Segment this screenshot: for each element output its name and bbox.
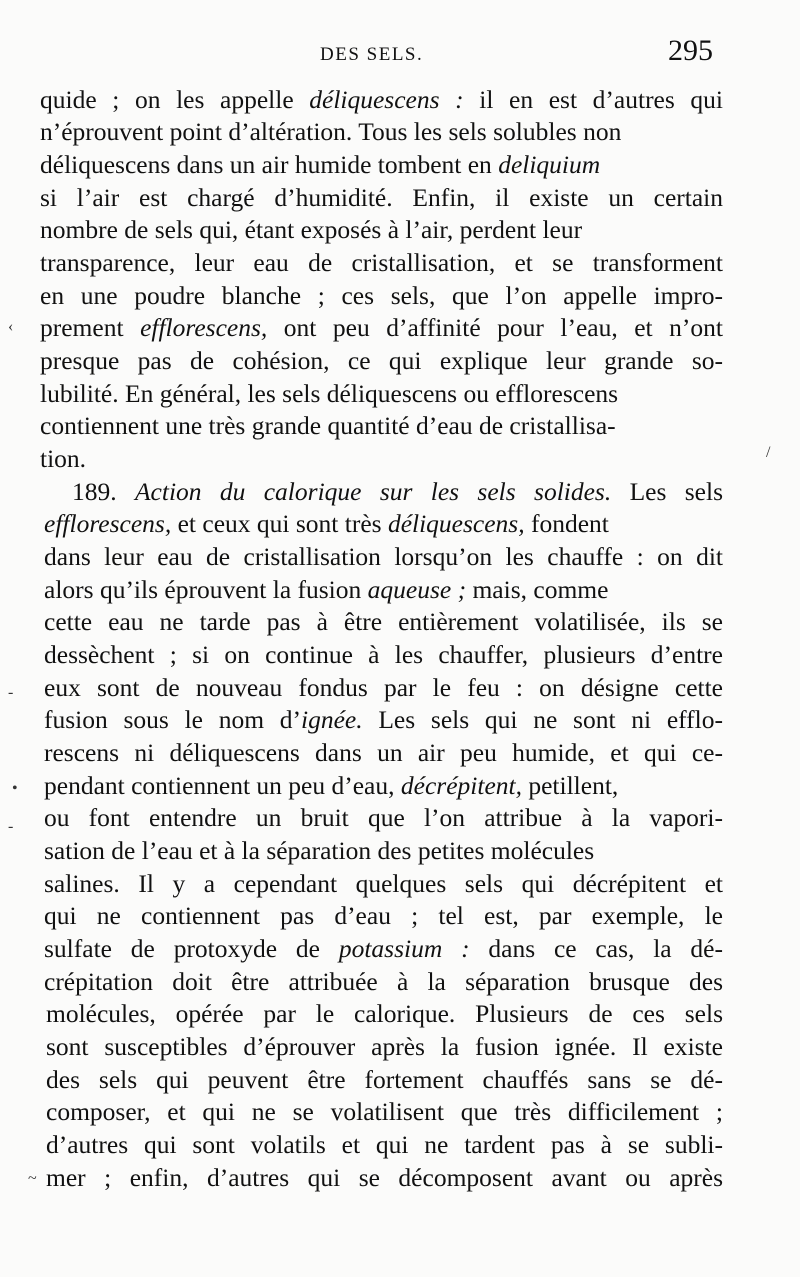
- margin-mark: •: [12, 780, 18, 797]
- margin-mark: ‹: [8, 318, 14, 335]
- text-run: alors qu’ils éprouvent la fusion: [44, 575, 368, 604]
- text-run: et ceux qui sont très: [171, 509, 388, 538]
- text-line-content: [40, 410, 616, 442]
- text-line-content: [44, 966, 723, 998]
- text-run: si l’air est chargé d’humidité. Enfin, il existe un certain: [40, 183, 723, 212]
- text-line: [44, 704, 800, 736]
- text-run: fusion sous le nom d’: [44, 705, 302, 734]
- text-run: n’éprouvent point d’altération. Tous les sels solubles non: [40, 117, 622, 146]
- text-run: petillent,: [521, 771, 619, 800]
- text-line: [40, 84, 800, 116]
- text-line-content: [44, 574, 608, 606]
- text-line: [46, 1096, 800, 1128]
- text-run: d’autres qui sont volatils et qui ne tardent pas à se subli-: [46, 1130, 723, 1159]
- text-line-content: [46, 1064, 723, 1096]
- text-line-content: [44, 508, 609, 540]
- text-line-content: [46, 1162, 723, 1194]
- text-run: sation de l’eau et à la séparation des petites molécules: [44, 836, 595, 865]
- text-line: [44, 770, 800, 802]
- text-run: composer, et qui ne se volatilisent que très difficilement ;: [46, 1097, 723, 1126]
- text-line: [40, 182, 800, 214]
- text-run: eux sont de nouveau fondus par le feu : on désigne cette: [44, 673, 723, 702]
- text-run: presque pas de cohésion, ce qui explique leur grande so-: [40, 346, 723, 375]
- text-line: [44, 933, 800, 965]
- italic-term: Action du calorique sur les sels solides.: [134, 477, 612, 506]
- italic-term: déliquescens :: [309, 85, 464, 114]
- text-line-content: [44, 672, 723, 704]
- margin-mark: -: [8, 684, 14, 701]
- text-run: il en est d’autres qui: [463, 85, 723, 114]
- text-line: [44, 672, 800, 704]
- text-run: dessèchent ; si on continue à les chauffer, plusieurs d’entre: [44, 640, 723, 669]
- text-line: [46, 1162, 800, 1194]
- text-line-content: [44, 606, 723, 638]
- page-number: 295: [668, 34, 713, 67]
- text-line-content: [40, 182, 723, 214]
- text-line: [44, 737, 800, 769]
- text-run: mer ; enfin, d’autres qui se décomposent avant ou après: [46, 1163, 723, 1192]
- text-line-content: [44, 737, 723, 769]
- text-run: transparence, leur eau de cristallisation, et se transforment: [40, 248, 723, 277]
- text-run: dans ce cas, la dé-: [469, 934, 723, 963]
- text-line-content: [44, 704, 723, 736]
- text-line-content: [46, 998, 723, 1030]
- text-run: pendant contiennent un peu d’eau,: [44, 771, 401, 800]
- italic-term: efflorescens,: [44, 509, 172, 538]
- italic-term: potassium :: [338, 934, 470, 963]
- text-run: salines. Il y a cependant quelques sels qui décrépitent et: [44, 869, 723, 898]
- italic-term: décrépitent,: [400, 771, 522, 800]
- text-line: [44, 900, 800, 932]
- italic-term: ignée.: [301, 705, 363, 734]
- text-line-content: [40, 214, 582, 246]
- text-line-content: [44, 770, 618, 802]
- text-run: dans leur eau de cristallisation lorsqu’on les chauffe : on dit: [44, 542, 723, 571]
- text-run: déliquescens dans un air humide tombent en: [40, 150, 499, 179]
- margin-mark: ~: [28, 1170, 37, 1187]
- text-line-content: [44, 900, 723, 932]
- italic-term: déliquescens,: [387, 509, 525, 538]
- text-line: [44, 606, 800, 638]
- italic-term: deliquium: [498, 150, 601, 179]
- text-run: tion.: [40, 444, 87, 473]
- text-line-content: [40, 312, 723, 344]
- italic-term: efflorescens,: [140, 313, 268, 342]
- text-line: [44, 639, 800, 671]
- text-line-content: [40, 149, 600, 181]
- text-line: [40, 443, 800, 475]
- text-line: [40, 410, 800, 442]
- text-line: [46, 1031, 800, 1063]
- text-run: prement: [40, 313, 141, 342]
- text-line-content: [40, 345, 723, 377]
- text-run: rescens ni déliquescens dans un air peu humide, et qui ce-: [44, 738, 723, 767]
- text-run: crépitation doit être attribuée à la séparation brusque des: [44, 967, 723, 996]
- text-run: des sels qui peuvent être fortement chauffés sans se dé-: [46, 1065, 723, 1094]
- text-run: Les sels: [611, 477, 723, 506]
- text-line: [40, 345, 800, 377]
- text-run: 189.: [72, 477, 135, 506]
- text-line: [44, 868, 800, 900]
- text-line: [44, 835, 800, 867]
- text-run: molécules, opérée par le calorique. Plusieurs de ces sels: [46, 999, 723, 1028]
- text-line-content: [44, 639, 723, 671]
- text-line-content: [40, 280, 723, 312]
- italic-term: aqueuse ;: [367, 575, 467, 604]
- text-line-content: [40, 116, 621, 148]
- text-run: en une poudre blanche ; ces sels, que l’on appelle impro-: [40, 281, 723, 310]
- text-run: mais, comme: [466, 575, 609, 604]
- text-line-content: [46, 1031, 723, 1063]
- text-line: [40, 149, 800, 181]
- text-line: [40, 214, 800, 246]
- text-line: [46, 1064, 800, 1096]
- text-line: [72, 476, 800, 508]
- text-line: [44, 541, 800, 573]
- text-line: [40, 280, 800, 312]
- text-run: sulfate de protoxyde de: [44, 934, 339, 963]
- text-line: [44, 966, 800, 998]
- text-line-content: [46, 1129, 723, 1161]
- text-run: nombre de sels qui, étant exposés à l’air, perdent leur: [40, 215, 583, 244]
- text-line: [46, 998, 800, 1030]
- text-run: quide ; on les appelle: [40, 85, 310, 114]
- text-line-content: [44, 835, 594, 867]
- text-line: [46, 1129, 800, 1161]
- text-line-content: [40, 443, 86, 475]
- text-run: fondent: [524, 509, 609, 538]
- text-run: ont peu d’affinité pour l’eau, et n’ont: [267, 313, 723, 342]
- text-run: Les sels qui ne sont ni efflo-: [362, 705, 723, 734]
- text-line: [40, 312, 800, 344]
- margin-mark: -: [8, 818, 14, 835]
- text-run: lubilité. En général, les sels déliquescens ou efflorescens: [40, 379, 619, 408]
- text-line-content: [44, 933, 723, 965]
- text-line: [44, 574, 800, 606]
- text-line-content: [46, 1096, 723, 1128]
- text-line-content: [44, 868, 723, 900]
- text-line-content: [44, 541, 723, 573]
- text-run: sont susceptibles d’éprouver après la fusion ignée. Il existe: [46, 1032, 723, 1061]
- text-line-content: [40, 378, 618, 410]
- text-line-content: [40, 84, 723, 116]
- text-line: [44, 802, 800, 834]
- text-line: [40, 247, 800, 279]
- text-line: [44, 508, 800, 540]
- text-line-content: [40, 247, 723, 279]
- text-run: contiennent une très grande quantité d’eau de cristallisa-: [40, 411, 616, 440]
- running-head: DES SELS.: [320, 44, 424, 65]
- text-run: cette eau ne tarde pas à être entièrement volatilisée, ils se: [44, 607, 723, 636]
- text-line: [40, 116, 800, 148]
- text-run: ou font entendre un bruit que l’on attribue à la vapori-: [44, 803, 723, 832]
- text-line-content: [72, 476, 723, 508]
- text-run: qui ne contiennent pas d’eau ; tel est, par exemple, le: [44, 901, 723, 930]
- margin-mark: /: [766, 444, 771, 461]
- text-line: [40, 378, 800, 410]
- text-line-content: [44, 802, 723, 834]
